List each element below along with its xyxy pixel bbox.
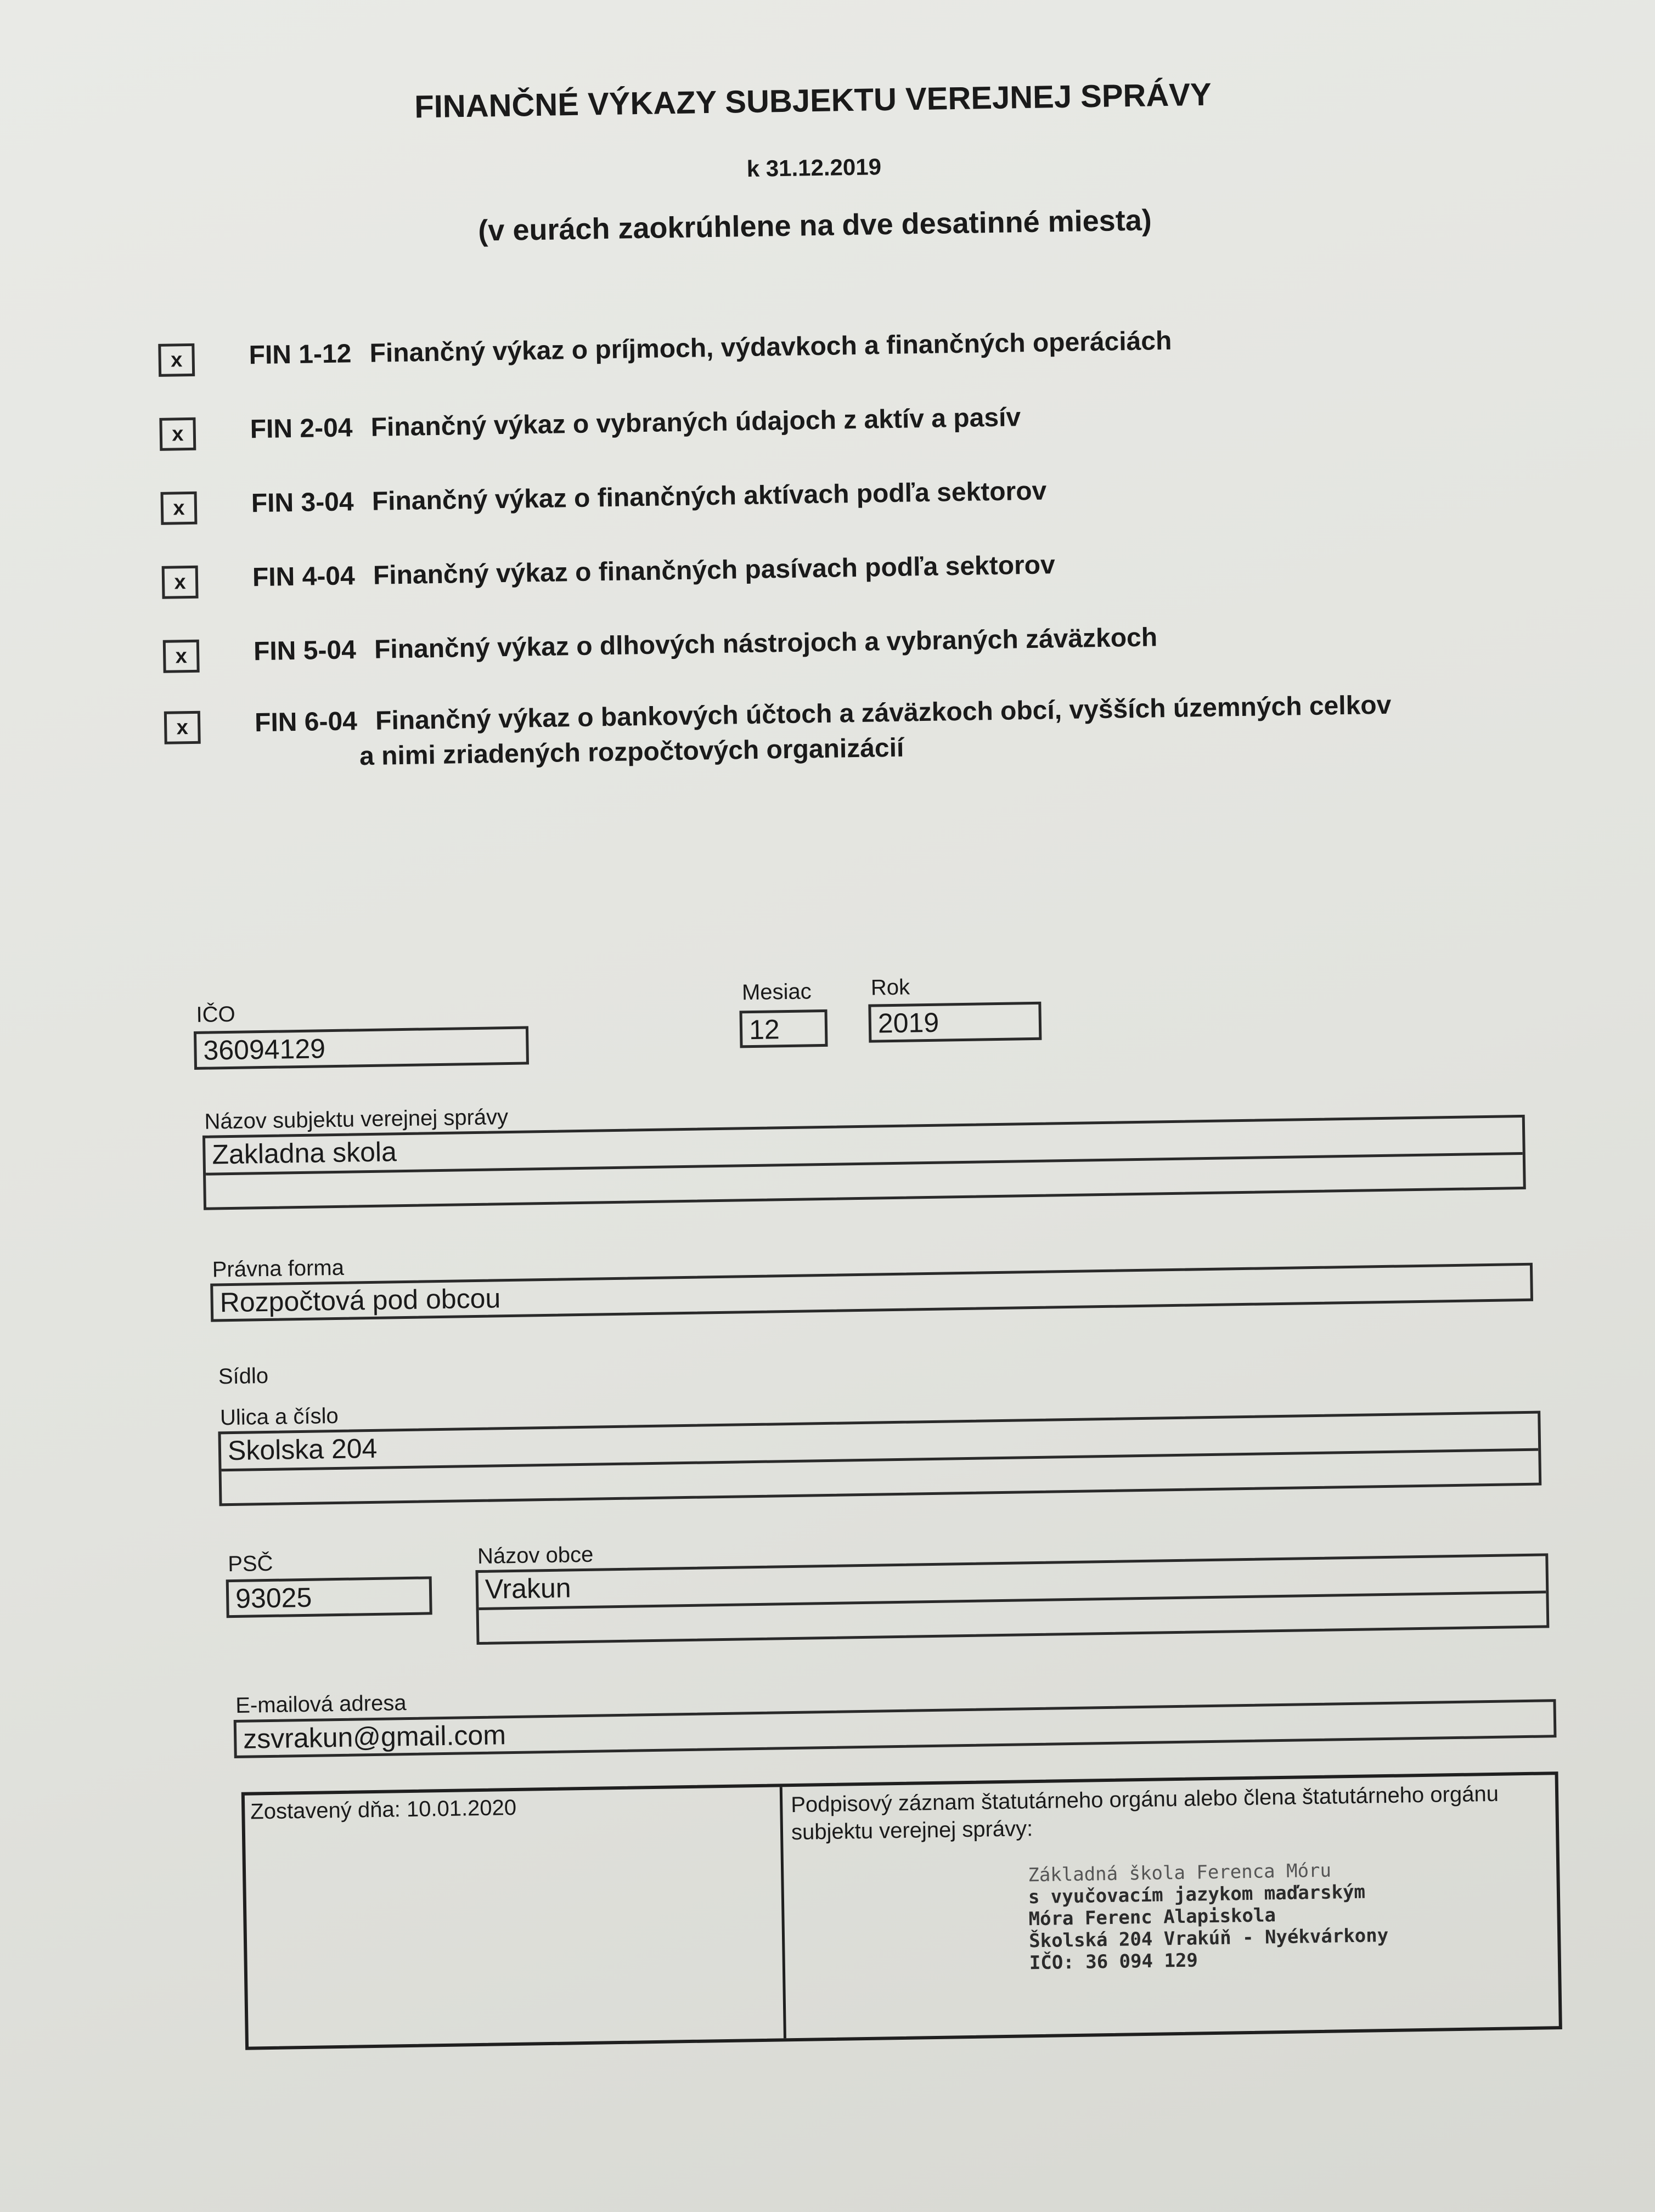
- ico-field[interactable]: 36094129: [194, 1026, 529, 1070]
- field-divider: [206, 1152, 1523, 1176]
- report-checkbox[interactable]: x: [162, 566, 199, 599]
- report-code: FIN 2-04: [250, 413, 353, 444]
- report-description-line-2: a nimi zriadených rozpočtových organizácií: [359, 733, 904, 771]
- field-divider: [479, 1590, 1546, 1610]
- stamp-line-5: IČO: 36 094 129: [1029, 1949, 1198, 1974]
- field-divider: [222, 1448, 1539, 1472]
- document-title: FINANČNÉ VÝKAZY SUBJEKTU VEREJNEJ SPRÁVY: [414, 76, 1212, 125]
- report-description: Finančný výkaz o vybraných údajoch z aktív a pasív: [370, 403, 1021, 442]
- report-checkbox[interactable]: x: [163, 640, 200, 673]
- report-item-fin-5-04: [163, 615, 1480, 668]
- mesiac-label: Mesiac: [741, 979, 812, 1005]
- report-description-line-1: Finančný výkaz o bankových účtoch a záväzkoch obcí, vyšších územných celkov: [375, 690, 1392, 736]
- report-checkbox[interactable]: x: [158, 343, 195, 377]
- report-code: FIN 6-04: [254, 707, 358, 738]
- report-description: Finančný výkaz o dlhových nástrojoch a vybraných záväzkoch: [374, 623, 1158, 664]
- table-divider: [780, 1787, 786, 2038]
- nazov-value: Zakladna skola: [212, 1136, 397, 1170]
- rok-field[interactable]: 2019: [868, 1002, 1042, 1043]
- signature-record-label: Podpisový záznam štatutárneho orgánu alebo člena štatutárneho orgánu subjektu verejnej správy:: [790, 1781, 1499, 1845]
- psc-field[interactable]: 93025: [226, 1576, 432, 1618]
- pravna-forma-field[interactable]: Rozpočtová pod obcou: [210, 1263, 1533, 1322]
- obec-field[interactable]: [475, 1553, 1549, 1645]
- report-item-fin-4-04: [162, 541, 1479, 594]
- report-description: Finančný výkaz o príjmoch, výdavkoch a finančných operáciách: [369, 326, 1172, 368]
- report-description: Finančný výkaz o finančných pasívach podľa sektorov: [373, 550, 1056, 590]
- report-code: FIN 5-04: [253, 635, 357, 667]
- sidlo-label: Sídlo: [218, 1363, 269, 1389]
- ico-label: IČO: [196, 1002, 235, 1027]
- ulica-field[interactable]: [218, 1411, 1541, 1506]
- nazov-label: Názov subjektu verejnej správy: [204, 1105, 509, 1134]
- stamp-line-1: Základná škola Ferenca Móru: [1028, 1859, 1332, 1887]
- email-label: E-mailová adresa: [235, 1691, 407, 1718]
- report-description: [359, 686, 1485, 774]
- email-field[interactable]: zsvrakun@gmail.com: [234, 1699, 1557, 1758]
- document-subtitle: (v eurách zaokrúhlene na dve desatinné miesta): [477, 204, 1152, 247]
- ulica-value: Skolska 204: [227, 1432, 378, 1466]
- report-code: FIN 1-12: [249, 339, 352, 370]
- ulica-label: Ulica a číslo: [219, 1403, 339, 1430]
- compiled-date: Zostavený dňa: 10.01.2020: [250, 1795, 517, 1824]
- school-stamp: [1028, 1859, 1389, 1974]
- document-date: k 31.12.2019: [746, 154, 882, 182]
- report-checkbox[interactable]: x: [159, 417, 196, 451]
- mesiac-field[interactable]: 12: [740, 1009, 828, 1048]
- report-item-fin-3-04: [160, 467, 1477, 520]
- obec-label: Názov obce: [477, 1542, 594, 1568]
- report-code: FIN 3-04: [251, 487, 354, 518]
- psc-label: PSČ: [227, 1551, 273, 1577]
- pravna-forma-label: Právna forma: [212, 1255, 345, 1282]
- report-checkbox[interactable]: x: [161, 492, 198, 525]
- report-code: FIN 4-04: [252, 561, 356, 592]
- report-item-fin-1-12: [158, 319, 1475, 372]
- stamp-line-2: s vyučovacím jazykom maďarským: [1028, 1881, 1366, 1909]
- obec-value: Vrakun: [485, 1572, 572, 1605]
- rok-label: Rok: [870, 975, 910, 1000]
- report-checkbox[interactable]: x: [164, 711, 201, 744]
- stamp-line-3: Móra Ferenc Alapiskola: [1028, 1904, 1276, 1931]
- report-item-fin-6-04: [164, 686, 1481, 771]
- report-item-fin-2-04: [159, 393, 1476, 446]
- signature-table: [241, 1771, 1562, 2050]
- report-description: Finančný výkaz o finančných aktívach podľa sektorov: [371, 476, 1047, 516]
- stamp-line-4: Školská 204 Vrakúň - Nyékvárkony: [1028, 1925, 1389, 1953]
